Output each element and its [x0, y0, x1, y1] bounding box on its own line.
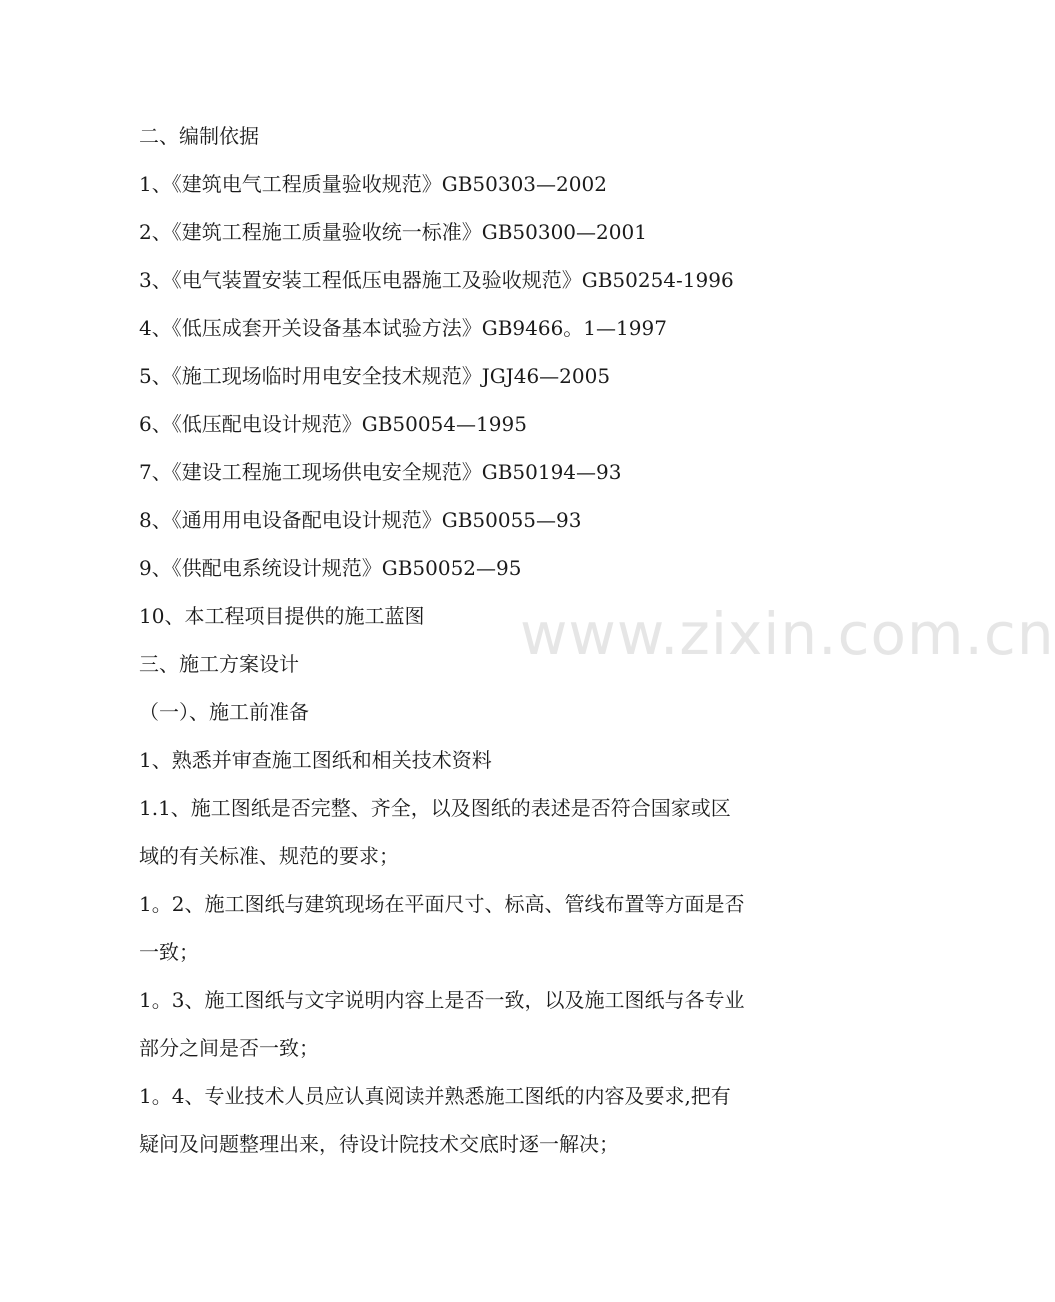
- section-heading: 三、施工方案设计: [139, 652, 299, 676]
- paragraph-line: 疑问及问题整理出来，待设计院技术交底时逐一解决；: [139, 1132, 619, 1156]
- reference-item: 2、《建筑工程施工质量验收统一标准》GB50300—2001: [139, 220, 647, 244]
- reference-item: 4、《低压成套开关设备基本试验方法》GB9466。1—1997: [139, 316, 667, 340]
- reference-item: 9、《供配电系统设计规范》GB50052—95: [139, 556, 522, 580]
- reference-item: 10、本工程项目提供的施工蓝图: [139, 604, 425, 628]
- reference-item: 8、《通用用电设备配电设计规范》GB50055—93: [139, 508, 582, 532]
- watermark-text: www.zixin.com.cn: [520, 600, 1055, 668]
- reference-item: 6、《低压配电设计规范》GB50054—1995: [139, 412, 527, 436]
- paragraph-line: 1。4、专业技术人员应认真阅读并熟悉施工图纸的内容及要求,把有: [139, 1084, 731, 1108]
- section-heading: 二、编制依据: [139, 124, 259, 148]
- reference-item: 1、《建筑电气工程质量验收规范》GB50303—2002: [139, 172, 607, 196]
- reference-item: 3、《电气装置安装工程低压电器施工及验收规范》GB50254-1996: [139, 268, 734, 292]
- paragraph-line: 1。3、施工图纸与文字说明内容上是否一致，以及施工图纸与各专业: [139, 988, 745, 1012]
- paragraph-line: 1。2、施工图纸与建筑现场在平面尺寸、标高、管线布置等方面是否: [139, 892, 745, 916]
- reference-item: 7、《建设工程施工现场供电安全规范》GB50194—93: [139, 460, 622, 484]
- paragraph-line: 1、熟悉并审查施工图纸和相关技术资料: [139, 748, 492, 772]
- paragraph-line: 1.1、施工图纸是否完整、齐全，以及图纸的表述是否符合国家或区: [139, 796, 731, 820]
- subsection-heading: （一）、施工前准备: [139, 700, 309, 724]
- paragraph-line: 一致；: [139, 940, 199, 964]
- paragraph-line: 部分之间是否一致；: [139, 1036, 319, 1060]
- reference-item: 5、《施工现场临时用电安全技术规范》JGJ46—2005: [139, 364, 611, 388]
- paragraph-line: 域的有关标准、规范的要求；: [139, 844, 399, 868]
